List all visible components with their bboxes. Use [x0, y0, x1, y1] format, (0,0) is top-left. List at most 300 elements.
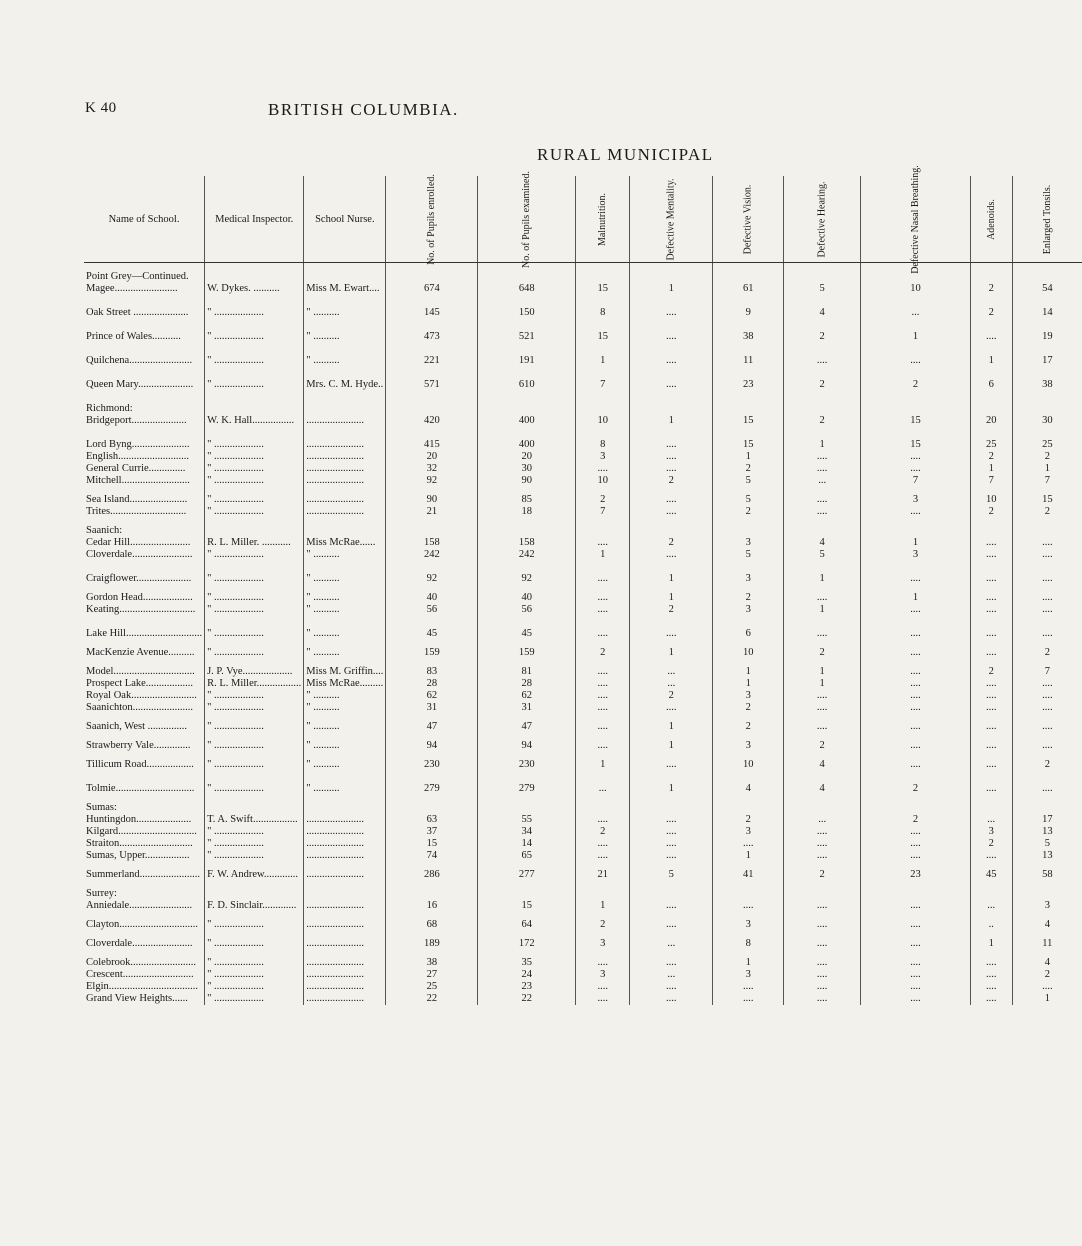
- value-cell: 25: [970, 427, 1012, 451]
- value-cell: 11: [1042, 938, 1053, 949]
- table-row: [84, 549, 1082, 561]
- col-header-malnutrition: Malnutrition.: [576, 176, 630, 263]
- value-cell: ....: [1042, 678, 1053, 689]
- value-cell: 2: [713, 585, 784, 604]
- inspector-cell: " ...................: [205, 981, 304, 993]
- value-cell: ....: [784, 702, 861, 714]
- inspector-cell: " ...................: [205, 826, 304, 838]
- value-cell: ....: [576, 950, 630, 969]
- value-cell: 5: [1044, 838, 1050, 849]
- value-cell: 1: [576, 549, 630, 561]
- inspector-cell: " ...................: [205, 850, 304, 862]
- value-cell: 8: [576, 427, 630, 451]
- value-cell: 3: [713, 969, 784, 981]
- table-row: [84, 912, 1082, 931]
- value-cell: 2: [970, 659, 1012, 678]
- value-cell: 6: [970, 367, 1012, 391]
- value-cell: ....: [576, 714, 630, 733]
- school-name-cell: Magee........................: [84, 283, 205, 295]
- inspector-cell: " ...................: [205, 969, 304, 981]
- school-name-cell: Oak Street .....................: [84, 295, 205, 319]
- table-row: [84, 862, 1082, 881]
- value-cell: ....: [630, 912, 713, 931]
- value-cell: 1: [713, 451, 784, 463]
- page-code: K 40: [85, 100, 117, 116]
- school-name-cell: Keating.............................: [84, 604, 205, 616]
- value-cell: 23: [478, 981, 576, 993]
- nurse-cell: " ..........: [304, 343, 386, 367]
- inspector-cell: F. W. Andrew.............: [205, 862, 304, 881]
- table-row: [84, 678, 1082, 690]
- value-cell: ....: [576, 702, 630, 714]
- value-cell: 21: [386, 506, 478, 518]
- school-name-cell: Saanich, West ...............: [84, 714, 205, 733]
- value-cell: ....: [576, 690, 630, 702]
- school-name-cell: Strawberry Vale..............: [84, 733, 205, 752]
- inspector-cell: " ...................: [205, 690, 304, 702]
- inspector-cell: " ...................: [205, 616, 304, 640]
- value-cell: ....: [713, 900, 784, 912]
- value-cell: 6: [713, 616, 784, 640]
- table-row: [84, 826, 1082, 838]
- value-cell: 2: [970, 451, 1012, 463]
- school-name-cell: Queen Mary.....................: [84, 367, 205, 391]
- value-cell: 1: [713, 678, 784, 690]
- value-cell: 242: [386, 549, 478, 561]
- value-cell: 92: [386, 561, 478, 585]
- value-cell: 90: [478, 475, 576, 487]
- value-cell: 20: [386, 451, 478, 463]
- value-cell: ....: [1042, 604, 1053, 615]
- section-title: RURAL MUNICIPAL: [537, 145, 714, 164]
- value-cell: 7: [576, 506, 630, 518]
- value-cell: 2: [713, 463, 784, 475]
- nurse-cell: ......................: [304, 427, 386, 451]
- value-cell: 4: [713, 771, 784, 795]
- inspector-cell: J. P. Vye...................: [205, 659, 304, 678]
- value-cell: ....: [970, 850, 1012, 862]
- school-name-cell: Saanichton.......................: [84, 702, 205, 714]
- value-cell: ....: [630, 487, 713, 506]
- value-cell: ....: [861, 640, 971, 659]
- nurse-cell: Miss M. Griffin....: [304, 659, 386, 678]
- nurse-cell: ......................: [304, 931, 386, 950]
- table-row: [84, 415, 1082, 427]
- value-cell: ....: [861, 900, 971, 912]
- value-cell: 94: [386, 733, 478, 752]
- value-cell: 521: [478, 319, 576, 343]
- value-cell: 158: [478, 537, 576, 549]
- value-cell: 571: [386, 367, 478, 391]
- school-name-cell: Model...............................: [84, 659, 205, 678]
- value-cell: 1: [784, 604, 861, 616]
- school-name-cell: Grand View Heights......: [84, 993, 205, 1005]
- value-cell: ....: [713, 993, 784, 1005]
- value-cell: 2: [713, 814, 784, 826]
- col-header-hearing: Defective Hearing.: [784, 176, 861, 263]
- school-name-cell: Prospect Lake..................: [84, 678, 205, 690]
- value-cell: ....: [970, 733, 1012, 752]
- school-name-cell: Straiton............................: [84, 838, 205, 850]
- value-cell: 17: [1042, 814, 1053, 825]
- school-name-cell: Cedar Hill.......................: [84, 537, 205, 549]
- value-cell: ....: [861, 993, 971, 1005]
- inspector-cell: R. L. Miller.................: [205, 678, 304, 690]
- school-name-cell: Cloverdale.......................: [84, 931, 205, 950]
- table-row: [84, 690, 1082, 702]
- nurse-cell: ......................: [304, 981, 386, 993]
- value-cell: 10: [713, 640, 784, 659]
- value-cell: ....: [784, 931, 861, 950]
- value-cell: ....: [784, 850, 861, 862]
- value-cell: 32: [386, 463, 478, 475]
- value-cell: 5: [630, 862, 713, 881]
- value-cell: ....: [576, 850, 630, 862]
- value-cell: ....: [784, 900, 861, 912]
- table-row: [84, 427, 1082, 451]
- inspector-cell: " ...................: [205, 838, 304, 850]
- value-cell: 47: [386, 714, 478, 733]
- value-cell: ....: [970, 690, 1012, 702]
- school-name-cell: Craigflower.....................: [84, 561, 205, 585]
- value-cell: 2: [970, 838, 1012, 850]
- value-cell: ....: [784, 993, 861, 1005]
- value-cell: 1: [861, 585, 971, 604]
- value-cell: ....: [630, 838, 713, 850]
- value-cell: ....: [784, 826, 861, 838]
- inspector-cell: [205, 795, 304, 814]
- table-row: [84, 702, 1082, 714]
- value-cell: ....: [784, 487, 861, 506]
- inspector-cell: " ...................: [205, 319, 304, 343]
- inspector-cell: " ...................: [205, 506, 304, 518]
- school-name-cell: Clayton..............................: [84, 912, 205, 931]
- value-cell: 1: [784, 427, 861, 451]
- value-cell: [713, 518, 784, 537]
- value-cell: 3: [713, 912, 784, 931]
- inspector-cell: " ...................: [205, 451, 304, 463]
- value-cell: 4: [784, 537, 861, 549]
- value-cell: 1: [576, 900, 630, 912]
- value-cell: 3: [576, 931, 630, 950]
- value-cell: 2: [970, 295, 1012, 319]
- value-cell: [478, 518, 576, 537]
- value-cell: ....: [576, 463, 630, 475]
- value-cell: ....: [1042, 549, 1053, 560]
- value-cell: 5: [713, 549, 784, 561]
- value-cell: 1: [630, 585, 713, 604]
- value-cell: 4: [784, 295, 861, 319]
- value-cell: [576, 263, 630, 284]
- nurse-cell: ......................: [304, 912, 386, 931]
- value-cell: 54: [1042, 283, 1053, 294]
- table-row: [84, 604, 1082, 616]
- school-name-cell: Sea Island......................: [84, 487, 205, 506]
- value-cell: ....: [630, 427, 713, 451]
- value-cell: ....: [861, 950, 971, 969]
- value-cell: ....: [861, 690, 971, 702]
- value-cell: ....: [784, 838, 861, 850]
- inspector-cell: " ...................: [205, 702, 304, 714]
- value-cell: 15: [713, 415, 784, 427]
- value-cell: ....: [630, 900, 713, 912]
- value-cell: 610: [478, 367, 576, 391]
- value-cell: 279: [386, 771, 478, 795]
- value-cell: 2: [970, 283, 1012, 295]
- value-cell: 15: [386, 838, 478, 850]
- value-cell: ...: [630, 678, 713, 690]
- value-cell: 47: [478, 714, 576, 733]
- value-cell: 2: [1044, 451, 1050, 462]
- value-cell: 242: [478, 549, 576, 561]
- value-cell: ....: [861, 714, 971, 733]
- value-cell: [970, 263, 1012, 284]
- table-row: [84, 714, 1082, 733]
- value-cell: ...: [861, 295, 971, 319]
- value-cell: ....: [970, 993, 1012, 1005]
- value-cell: 648: [478, 283, 576, 295]
- value-cell: 38: [713, 319, 784, 343]
- value-cell: 15: [861, 427, 971, 451]
- nurse-cell: ......................: [304, 900, 386, 912]
- table-row: [84, 814, 1082, 826]
- nurse-cell: Miss McRae.........: [304, 678, 386, 690]
- nurse-cell: ......................: [304, 838, 386, 850]
- col-header-school: Name of School.: [84, 176, 205, 263]
- value-cell: 23: [861, 862, 971, 881]
- value-cell: 24: [478, 969, 576, 981]
- value-cell: 1: [630, 714, 713, 733]
- value-cell: ...: [784, 814, 861, 826]
- school-name-cell: Lake Hill.............................: [84, 616, 205, 640]
- value-cell: 8: [713, 931, 784, 950]
- value-cell: 13: [1042, 850, 1053, 861]
- value-cell: ....: [784, 969, 861, 981]
- value-cell: ....: [970, 585, 1012, 604]
- value-cell: 3: [861, 549, 971, 561]
- inspector-cell: " ...................: [205, 367, 304, 391]
- value-cell: 13: [1042, 826, 1053, 837]
- value-cell: 58: [1042, 869, 1053, 880]
- col-header-tonsils: Enlarged Tonsils.: [1012, 176, 1082, 263]
- value-cell: ....: [630, 295, 713, 319]
- value-cell: 1: [630, 415, 713, 427]
- inspector-cell: " ...................: [205, 733, 304, 752]
- value-cell: 1: [713, 850, 784, 862]
- nurse-cell: " ..........: [304, 561, 386, 585]
- value-cell: ....: [1042, 721, 1053, 732]
- value-cell: 23: [713, 367, 784, 391]
- value-cell: 1: [1044, 993, 1050, 1004]
- value-cell: 2: [861, 367, 971, 391]
- value-cell: 15: [713, 427, 784, 451]
- school-name-cell: Sumas, Upper.................: [84, 850, 205, 862]
- table-row: [84, 795, 1082, 814]
- value-cell: ....: [630, 616, 713, 640]
- inspector-cell: [205, 518, 304, 537]
- value-cell: 31: [478, 702, 576, 714]
- value-cell: 74: [386, 850, 478, 862]
- value-cell: 25: [1042, 439, 1053, 450]
- value-cell: 189: [386, 931, 478, 950]
- inspector-cell: " ...................: [205, 427, 304, 451]
- value-cell: 415: [386, 427, 478, 451]
- value-cell: 16: [386, 900, 478, 912]
- school-name-cell: Summerland.......................: [84, 862, 205, 881]
- value-cell: 85: [478, 487, 576, 506]
- nurse-cell: " ..........: [304, 752, 386, 771]
- value-cell: ....: [576, 733, 630, 752]
- value-cell: ....: [861, 733, 971, 752]
- value-cell: 159: [478, 640, 576, 659]
- nurse-cell: " ..........: [304, 702, 386, 714]
- value-cell: ....: [970, 752, 1012, 771]
- value-cell: ....: [861, 702, 971, 714]
- value-cell: 3: [861, 487, 971, 506]
- value-cell: 221: [386, 343, 478, 367]
- value-cell: [630, 881, 713, 900]
- nurse-cell: ......................: [304, 451, 386, 463]
- value-cell: ....: [861, 506, 971, 518]
- value-cell: [386, 795, 478, 814]
- col-header-nasal: Defective Nasal Breathing.: [861, 176, 971, 263]
- inspector-cell: " ...................: [205, 993, 304, 1005]
- inspector-cell: " ...................: [205, 549, 304, 561]
- value-cell: 230: [478, 752, 576, 771]
- table-row: [84, 900, 1082, 912]
- table-row: [84, 367, 1082, 391]
- value-cell: 10: [970, 487, 1012, 506]
- value-cell: 38: [1042, 379, 1053, 390]
- page-title: BRITISH COLUMBIA.: [268, 100, 459, 119]
- value-cell: 5: [784, 283, 861, 295]
- value-cell: ....: [576, 981, 630, 993]
- table-row: [84, 981, 1082, 993]
- value-cell: 56: [478, 604, 576, 616]
- value-cell: 1: [630, 283, 713, 295]
- value-cell: 1: [713, 950, 784, 969]
- inspector-cell: " ...................: [205, 604, 304, 616]
- value-cell: 2: [713, 506, 784, 518]
- value-cell: 2: [861, 771, 971, 795]
- table-row: [84, 771, 1082, 795]
- value-cell: ....: [861, 659, 971, 678]
- table-row: [84, 319, 1082, 343]
- value-cell: [861, 518, 971, 537]
- col-header-vision: Defective Vision.: [713, 176, 784, 263]
- nurse-cell: ......................: [304, 969, 386, 981]
- value-cell: [784, 263, 861, 284]
- value-cell: 420: [386, 415, 478, 427]
- value-cell: ....: [784, 463, 861, 475]
- value-cell: 2: [784, 319, 861, 343]
- value-cell: 1: [784, 659, 861, 678]
- table-row: [84, 733, 1082, 752]
- value-cell: ....: [970, 604, 1012, 616]
- value-cell: 22: [478, 993, 576, 1005]
- value-cell: 3: [1044, 900, 1050, 911]
- value-cell: ....: [1042, 690, 1053, 701]
- value-cell: ....: [576, 814, 630, 826]
- value-cell: 20: [970, 415, 1012, 427]
- school-name-cell: Cloverdale.......................: [84, 549, 205, 561]
- value-cell: 150: [478, 295, 576, 319]
- col-header-mentality: Defective Mentality.: [630, 176, 713, 263]
- value-cell: 28: [478, 678, 576, 690]
- value-cell: 3: [713, 604, 784, 616]
- value-cell: ....: [970, 678, 1012, 690]
- table-row: [84, 838, 1082, 850]
- inspector-cell: " ...................: [205, 771, 304, 795]
- school-name-cell: Tillicum Road..................: [84, 752, 205, 771]
- value-cell: ....: [1042, 783, 1053, 794]
- value-cell: ....: [861, 826, 971, 838]
- value-cell: 17: [1042, 355, 1053, 366]
- nurse-cell: ......................: [304, 950, 386, 969]
- value-cell: 286: [386, 862, 478, 881]
- value-cell: 2: [576, 640, 630, 659]
- inspector-cell: F. D. Sinclair.............: [205, 900, 304, 912]
- value-cell: [861, 795, 971, 814]
- value-cell: 4: [784, 752, 861, 771]
- value-cell: 1: [861, 319, 971, 343]
- value-cell: 2: [713, 714, 784, 733]
- value-cell: ....: [576, 561, 630, 585]
- value-cell: 8: [576, 295, 630, 319]
- value-cell: 56: [386, 604, 478, 616]
- value-cell: 4: [1044, 957, 1050, 968]
- value-cell: ....: [784, 690, 861, 702]
- value-cell: 2: [1044, 759, 1050, 770]
- value-cell: ....: [576, 604, 630, 616]
- nurse-cell: " ..........: [304, 604, 386, 616]
- nurse-cell: [304, 391, 386, 415]
- inspector-cell: R. L. Miller. ...........: [205, 537, 304, 549]
- value-cell: 2: [576, 487, 630, 506]
- school-name-cell: Trites.............................: [84, 506, 205, 518]
- value-cell: 45: [386, 616, 478, 640]
- table-row: [84, 451, 1082, 463]
- nurse-cell: " ..........: [304, 616, 386, 640]
- table-row: [84, 993, 1082, 1005]
- value-cell: ....: [1042, 740, 1053, 751]
- value-cell: 31: [386, 702, 478, 714]
- value-cell: ....: [861, 604, 971, 616]
- value-cell: [970, 518, 1012, 537]
- value-cell: 92: [386, 475, 478, 487]
- value-cell: 2: [970, 506, 1012, 518]
- value-cell: [861, 881, 971, 900]
- value-cell: 3: [576, 969, 630, 981]
- value-cell: 2: [630, 475, 713, 487]
- value-cell: ....: [861, 838, 971, 850]
- value-cell: ....: [1042, 592, 1053, 603]
- value-cell: [386, 518, 478, 537]
- inspector-cell: W. Dykes. ..........: [205, 283, 304, 295]
- value-cell: 1: [970, 343, 1012, 367]
- value-cell: 1: [576, 752, 630, 771]
- nurse-cell: ......................: [304, 814, 386, 826]
- inspector-cell: " ...................: [205, 640, 304, 659]
- health-inspection-table: [84, 164, 1082, 1005]
- value-cell: ....: [784, 981, 861, 993]
- inspector-cell: " ...................: [205, 950, 304, 969]
- value-cell: [630, 795, 713, 814]
- value-cell: [1012, 881, 1082, 900]
- value-cell: 277: [478, 862, 576, 881]
- value-cell: ....: [1042, 628, 1053, 639]
- value-cell: ....: [576, 838, 630, 850]
